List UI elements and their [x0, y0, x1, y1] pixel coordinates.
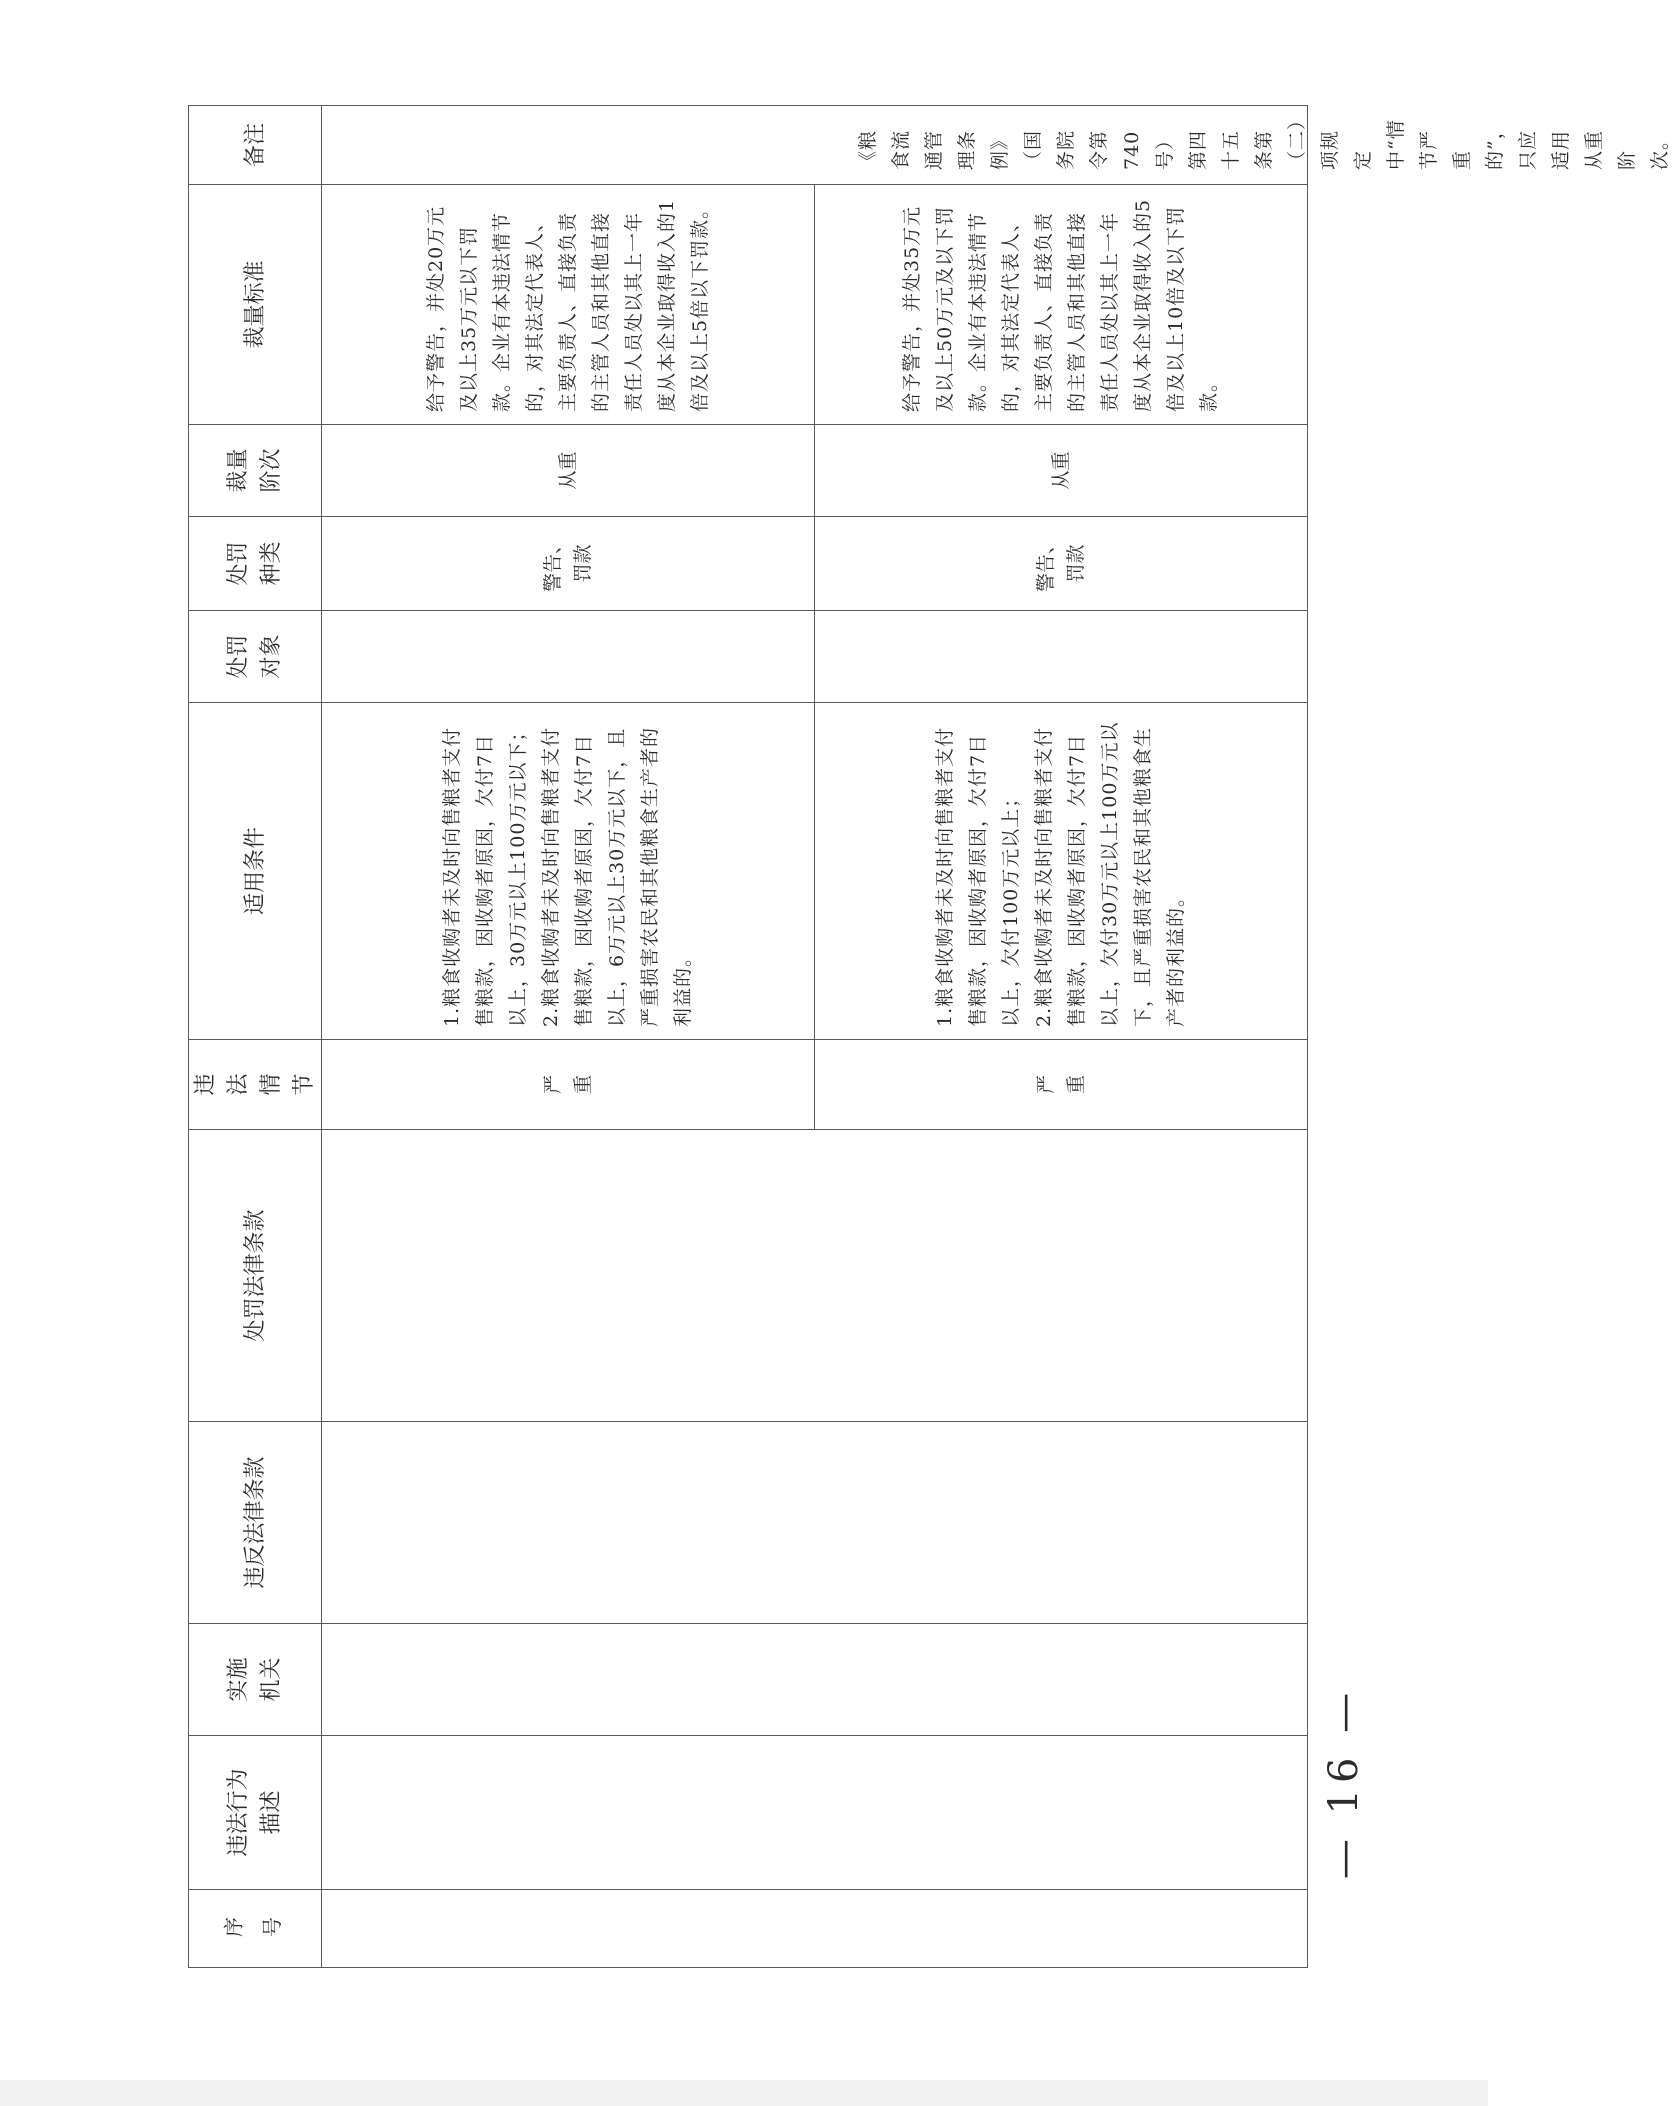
cell-type: 警告、 罚款 — [815, 517, 1308, 611]
table-row — [322, 106, 815, 1968]
cell-penalty-clause — [322, 1130, 1308, 1422]
header-agency: 实施 机关 — [189, 1624, 322, 1736]
header-level: 裁量 阶次 — [189, 425, 322, 517]
header-type: 处罚 种类 — [189, 517, 322, 611]
cell-agency — [322, 1624, 1308, 1736]
cell-seq — [322, 1890, 1308, 1968]
remark-text: 《粮食流通管理条例》（国务院令第740号）第四十五条第（二）项规定中“情节严重的”，只应适用从重阶次。 — [857, 109, 1671, 170]
cell-remark — [322, 106, 1671, 185]
header-circumstance: 违 法 情 节 — [189, 1040, 322, 1130]
cell-circumstance: 严 重 — [815, 1040, 1308, 1130]
header-row — [189, 106, 322, 1968]
header-penalty-clause: 处罚法律条款 — [189, 1130, 322, 1422]
header-violated-clause: 违反法律条款 — [189, 1422, 322, 1624]
header-conditions: 适用条件 — [189, 703, 322, 1040]
header-seq: 序 号 — [189, 1890, 322, 1968]
cell-conditions: 1.粮食收购者未及时向售粮者支付售粮款，因收购者原因，欠付7日以上，欠付100万元以上； 2.粮食收购者未及时向售粮者支付售粮款，因收购者原因，欠付7日以上，欠付30万元以上100万元以下，且严重损害农民和其他粮食生产者的利益的。 — [815, 703, 1308, 1040]
cell-standard: 给予警告，并处35万元及以上50万元及以下罚款。企业有本违法情节的，对其法定代表人、主要负责人、直接负责的主管人员和其他直接责任人员处以其上一年度从本企业取得收入的5倍及以上10倍及以下罚款。 — [815, 185, 1308, 425]
cell-violated-clause — [322, 1422, 1308, 1624]
cell-level: 从重 — [322, 425, 815, 517]
cell-conditions: 1.粮食收购者未及时向售粮者支付售粮款，因收购者原因，欠付7日以上，30万元以上100万元以下； 2.粮食收购者未及时向售粮者支付售粮款，因收购者原因，欠付7日以上，6万元以上30万元以下，且严重损害农民和其他粮食生产者的利益的。 — [322, 703, 815, 1040]
cell-standard: 给予警告，并处20万元及以上35万元以下罚款。企业有本违法情节的，对其法定代表人、主要负责人、直接负责的主管人员和其他直接责任人员处以其上一年度从本企业取得收入的1倍及以上5倍以下罚款。 — [322, 185, 815, 425]
header-remark: 备注 — [189, 106, 322, 185]
page-bottom-edge — [0, 2080, 1488, 2106]
cell-level: 从重 — [815, 425, 1308, 517]
header-target: 处罚 对象 — [189, 611, 322, 703]
cell-description — [322, 1736, 1308, 1890]
cell-circumstance: 严 重 — [322, 1040, 815, 1130]
page-number: — 16 — — [1321, 1686, 1368, 1880]
cell-target — [322, 611, 815, 703]
header-standard: 裁量标准 — [189, 185, 322, 425]
cell-target — [815, 611, 1308, 703]
cell-type: 警告、 罚款 — [322, 517, 815, 611]
header-description: 违法行为 描述 — [189, 1736, 322, 1890]
